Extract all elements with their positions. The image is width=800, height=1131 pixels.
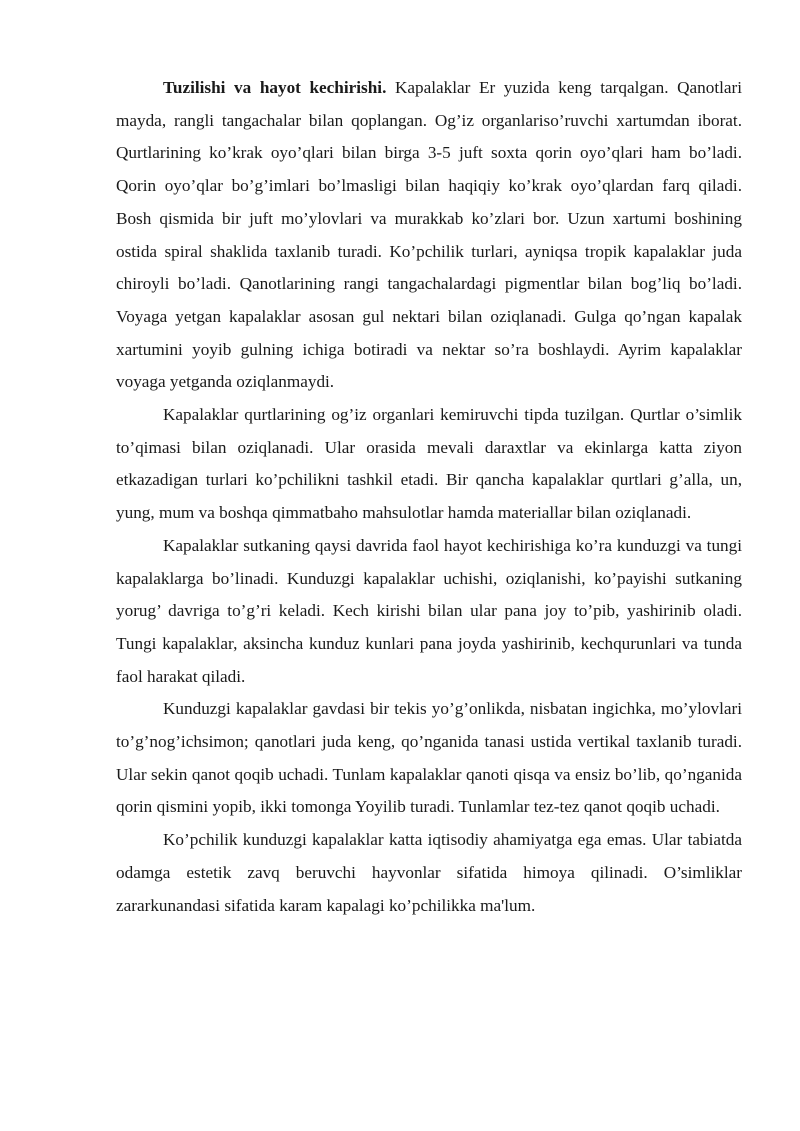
paragraph-day-night: Kapalaklar sutkaning qaysi davrida faol hayot kechirishiga ko’ra kunduzgi va tungi kapalaklarga bo’linadi. Kunduzgi kapalaklar uchishi, oziqlanishi, ko’payishi sutkaning yorug’ davriga to’g’ri keladi. Kech kirishi bilan ular pana joy to’pib, yashirinib oladi. Tungi kapalaklar, aksincha kunduz kunlari pana joyda yashirinib, kechqurunlari va tunda faol harakat qiladi. xyxy=(116,535,742,686)
paragraph-economic: Ko’pchilik kunduzgi kapalaklar katta iqtisodiy ahamiyatga ega emas. Ular tabiatda odamga estetik zavq beruvchi hayvonlar sifatida himoya qilinadi. O’simliklar zararkunandasi sifatida karam kapalagi ko’pchilikka ma'lum. xyxy=(116,830,742,915)
paragraph-structure-and-life xyxy=(116,72,742,399)
paragraph-text: Kapalaklar Er yuzida keng tarqalgan. Qanotlari mayda, rangli tangachalar bilan qoplangan. Og’iz organlariso’ruvchi xartumdan iborat. Qurtlarining ko’krak oyo’qlari bilan birga 3-5 juft soxta qorin oyo’qlari ham bo’ladi. Qorin oyo’qlar bo’g’imlari bo’lmasligi bilan haqiqiy ko’krak oyo’qlardan farq qiladi. Bosh qismida bir juft mo’ylovlari va murakkab ko’zlari bor. Uzun xartumi boshining ostida spiral shaklida taxlanib turadi. Ko’pchilik turlari, ayniqsa tropik kapalaklar juda chiroyli bo’ladi. Qanotlarining rangi tangachalardagi pigmentlar bilan bog’liq bo’ladi. Voyaga yetgan kapalaklar asosan gul nektari bilan oziqlanadi. Gulga qo’ngan kapalak xartumini yoyib gulning ichiga botiradi va nektar so’ra boshlaydi. Ayrim kapalaklar voyaga yetganda oziqlanmaydi. xyxy=(116,78,742,392)
document-page xyxy=(116,72,742,922)
paragraph-diurnal-body: Kunduzgi kapalaklar gavdasi bir tekis yo’g’onlikda, nisbatan ingichka, mo’ylovlari to’g’nog’ichsimon; qanotlari juda keng, qo’nganida tanasi ustida vertikal taxlanib turadi. Ular sekin qanot qoqib uchadi. Tunlam kapalaklar qanoti qisqa va ensiz bo’lib, qo’nganida qorin qismini yopib, ikki tomonga Yoyilib turadi. Tunlamlar tez-tez qanot qoqib uchadi. xyxy=(116,699,742,817)
section-heading: Tuzilishi va hayot kechirishi. xyxy=(163,78,387,97)
paragraph-larvae: Kapalaklar qurtlarining og’iz organlari kemiruvchi tipda tuzilgan. Qurtlar o’simlik to’qimasi bilan oziqlanadi. Ular orasida mevali daraxtlar va ekinlarga katta ziyon etkazadigan turlari ko’pchilikni tashkil etadi. Bir qancha kapalaklar qurtlari g’alla, un, yung, mum va boshqa qimmatbaho mahsulotlar hamda materiallar bilan oziqlanadi. xyxy=(116,405,742,523)
